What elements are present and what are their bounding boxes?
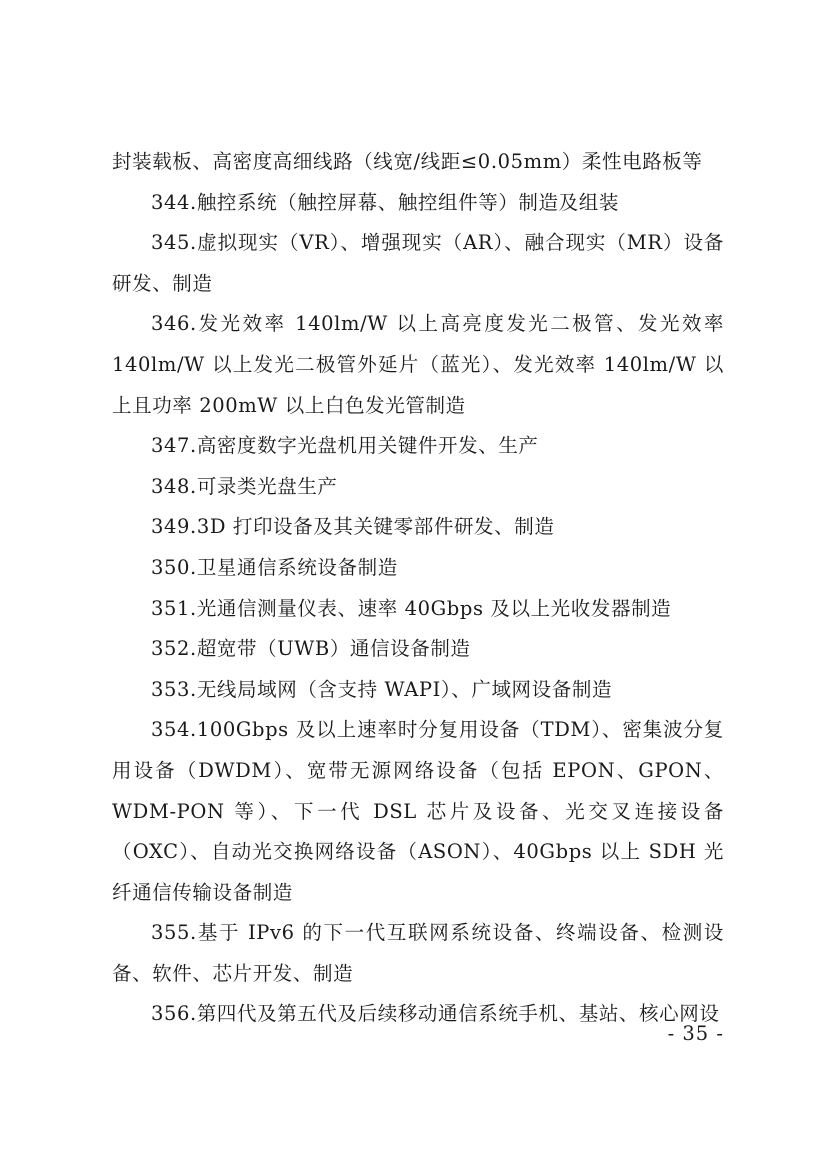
paragraph-item-355: 355.基于 IPv6 的下一代互联网系统设备、终端设备、检测设备、软件、芯片开发、制造 [112, 921, 724, 985]
paragraph-item-348: 348.可录类光盘生产 [151, 474, 338, 498]
paragraph-item-354: 354.100Gbps 及以上速率时分复用设备（TDM）、密集波分复用设备（DWDM）、宽带无源网络设备（包括 EPON、GPON、WDM-PON 等）、下一代 DSL 芯片及设备、光交叉连接设备（OXC）、自动光交换网络设备（ASON）、40Gbps 以上 SDH 光纤通信传输设备制造 [112, 718, 724, 904]
paragraph-item-347: 347.高密度数字光盘机用关键件开发、生产 [151, 434, 539, 458]
paragraph-item-351: 351.光通信测量仪表、速率 40Gbps 及以上光收发器制造 [151, 596, 672, 620]
paragraph-item-352: 352.超宽带（UWB）通信设备制造 [151, 637, 471, 661]
paragraph-item-350: 350.卫星通信系统设备制造 [151, 555, 398, 579]
page-number: - 35 - [667, 1022, 724, 1045]
paragraph-continuation: 封装载板、高密度高细线路（线宽/线距≤0.05mm）柔性电路板等 [112, 150, 703, 173]
paragraph-item-353: 353.无线局域网（含支持 WAPI）、广域网设备制造 [151, 677, 613, 701]
paragraph-item-346: 346.发光效率 140lm/W 以上高亮度发光二极管、发光效率 140lm/W 以上发光二极管外延片（蓝光）、发光效率 140lm/W 以上且功率 200mW 以上白色发光管制造 [112, 312, 724, 417]
paragraph-item-345: 345.虚拟现实（VR）、增强现实（AR）、融合现实（MR）设备研发、制造 [112, 231, 724, 295]
page-body [112, 142, 724, 1035]
paragraph-item-349: 349.3D 打印设备及其关键零部件研发、制造 [151, 515, 555, 539]
paragraph-item-356: 356.第四代及第五代及后续移动通信系统手机、基站、核心网设 [151, 1002, 720, 1026]
paragraph-item-344: 344.触控系统（触控屏幕、触控组件等）制造及组装 [151, 190, 619, 214]
